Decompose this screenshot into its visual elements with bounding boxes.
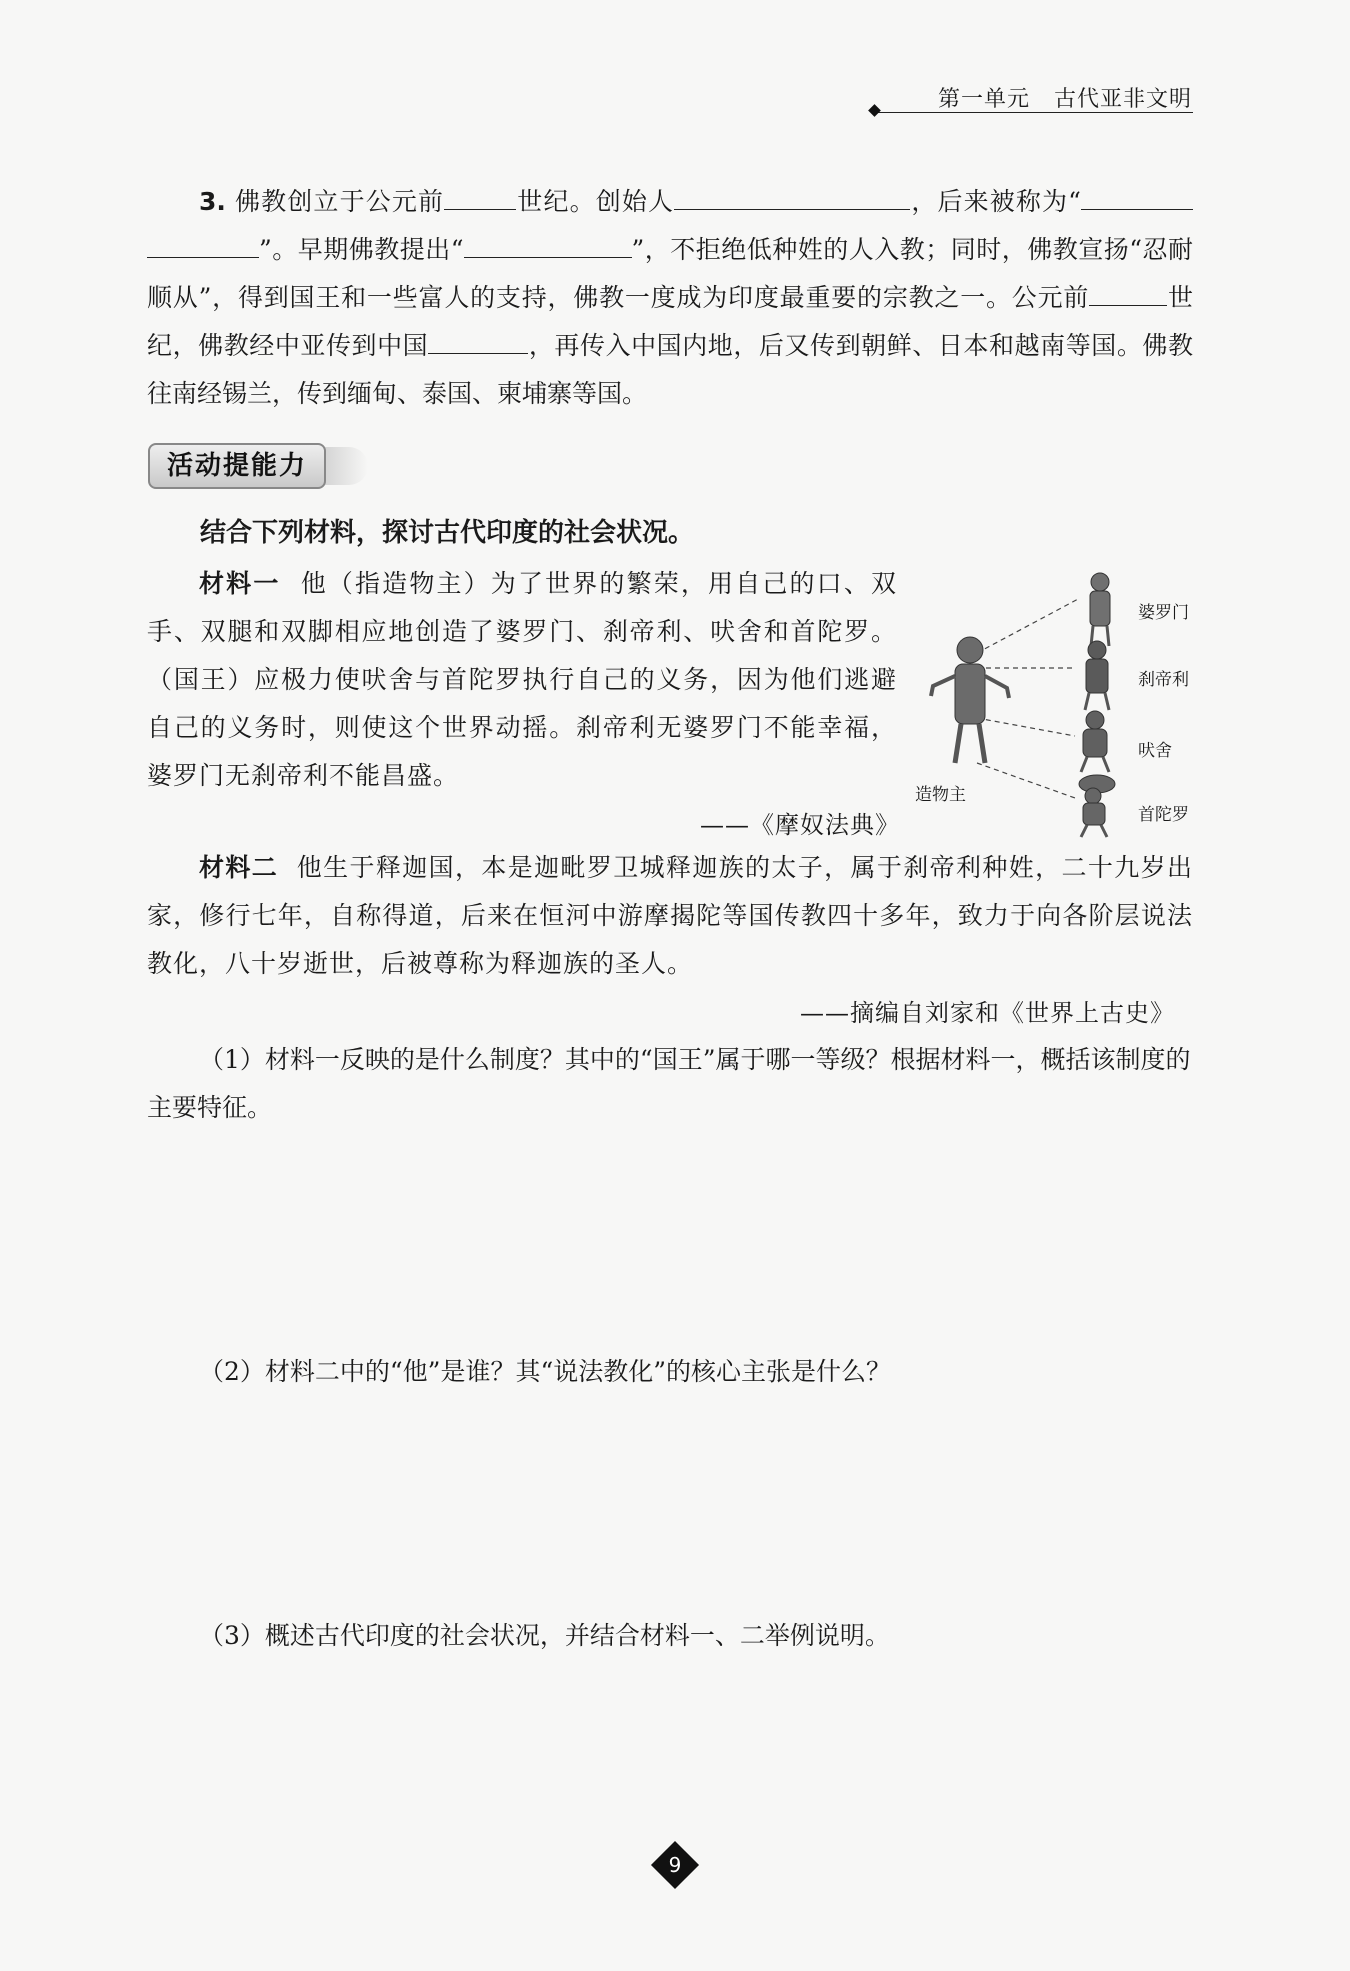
- question-3-text: （3）概述古代印度的社会状况，并结合材料一、二举例说明。: [199, 1621, 890, 1650]
- fill-blank-century-2[interactable]: [1089, 275, 1167, 306]
- q3-text-1: 佛教创立于公元前: [235, 187, 445, 216]
- question-1: [147, 1036, 1193, 1132]
- q3-text-2: 世纪。创始人: [516, 187, 675, 216]
- material-2: [147, 844, 1193, 988]
- running-header: [938, 82, 1192, 113]
- question-number: 3.: [199, 187, 226, 216]
- material-1: [147, 560, 897, 800]
- diamond-bullet-icon: [868, 104, 881, 117]
- question-3: [147, 178, 1193, 418]
- fill-blank-founder[interactable]: [674, 179, 910, 210]
- figure-label-shudra: 首陀罗: [1138, 805, 1189, 825]
- question-2: [147, 1348, 1193, 1396]
- question-1-text: （1）材料一反映的是什么制度？其中的“国王”属于哪一等级？根据材料一，概括该制度的主要特征。: [147, 1045, 1191, 1122]
- caste-diagram: [915, 558, 1205, 838]
- unit-title: 古代亚非文明: [1053, 87, 1192, 112]
- fill-blank-title-b[interactable]: [147, 227, 259, 258]
- fill-blank-century[interactable]: [444, 179, 516, 210]
- material-1-label: 材料一: [199, 569, 281, 598]
- material-2-label: 材料二: [199, 853, 279, 882]
- figure-label-kshatriya: 刹帝利: [1138, 670, 1189, 690]
- q3-text-5: ”，不拒绝低种姓的人入教；同时，佛教宣扬“忍耐顺从”，得到国王和一些富人的支持，佛教一度成为印度最重要的宗教之一。公元前: [147, 235, 1193, 312]
- figure-label-brahmin: 婆罗门: [1138, 603, 1189, 623]
- q3-text-3: ，后来被称为“: [910, 187, 1081, 216]
- figure-label-creator: 造物主: [915, 785, 966, 805]
- material-1-source: ——《摩奴法典》: [700, 811, 900, 839]
- question-2-text: （2）材料二中的“他”是谁？其“说法教化”的核心主张是什么？: [199, 1357, 892, 1386]
- figure-label-vaishya: 吠舍: [1138, 741, 1172, 761]
- fill-blank-region[interactable]: [428, 323, 528, 354]
- fill-blank-doctrine[interactable]: [464, 227, 632, 258]
- fill-blank-title-a[interactable]: [1081, 179, 1193, 210]
- creator-figure: [931, 637, 1009, 763]
- question-3-sub: [147, 1612, 1193, 1660]
- section-badge: [148, 443, 368, 491]
- task-prompt: 结合下列材料，探讨古代印度的社会状况。: [200, 518, 695, 548]
- page-number: 9: [668, 1853, 682, 1877]
- material-1-text: 他（指造物主）为了世界的繁荣，用自己的口、双手、双腿和双脚相应地创造了婆罗门、刹帝利、吠舍和首陀罗。（国王）应极力使吠舍与首陀罗执行自己的义务，因为他们逃避自己的义务时，则使这个世界动摇。刹帝利无婆罗门不能幸福，婆罗门无刹帝利不能昌盛。: [147, 569, 897, 790]
- header-rule: [878, 112, 1193, 113]
- q3-text-7: ，再传入中国内地，后又传到朝鲜、日本和越南等国。佛教往南经锡兰，传到缅甸、泰国、柬埔寨等国。: [147, 331, 1193, 408]
- unit-label: 第一单元: [937, 87, 1030, 112]
- material-2-text: 他生于释迦国，本是迦毗罗卫城释迦族的太子，属于刹帝利种姓，二十九岁出家，修行七年，自称得道，后来在恒河中游摩揭陀等国传教四十多年，致力于向各阶层说法教化，八十岁逝世，后被尊称为释迦族的圣人。: [147, 853, 1193, 978]
- section-title: 活动提能力: [148, 443, 326, 489]
- q3-text-6: 世纪，佛教经中亚传到中国: [147, 283, 1193, 360]
- material-2-source: ——摘编自刘家和《世界上古史》: [800, 999, 1175, 1027]
- page-number-badge: [652, 1842, 698, 1888]
- q3-text-4: ”。早期佛教提出“: [259, 235, 464, 264]
